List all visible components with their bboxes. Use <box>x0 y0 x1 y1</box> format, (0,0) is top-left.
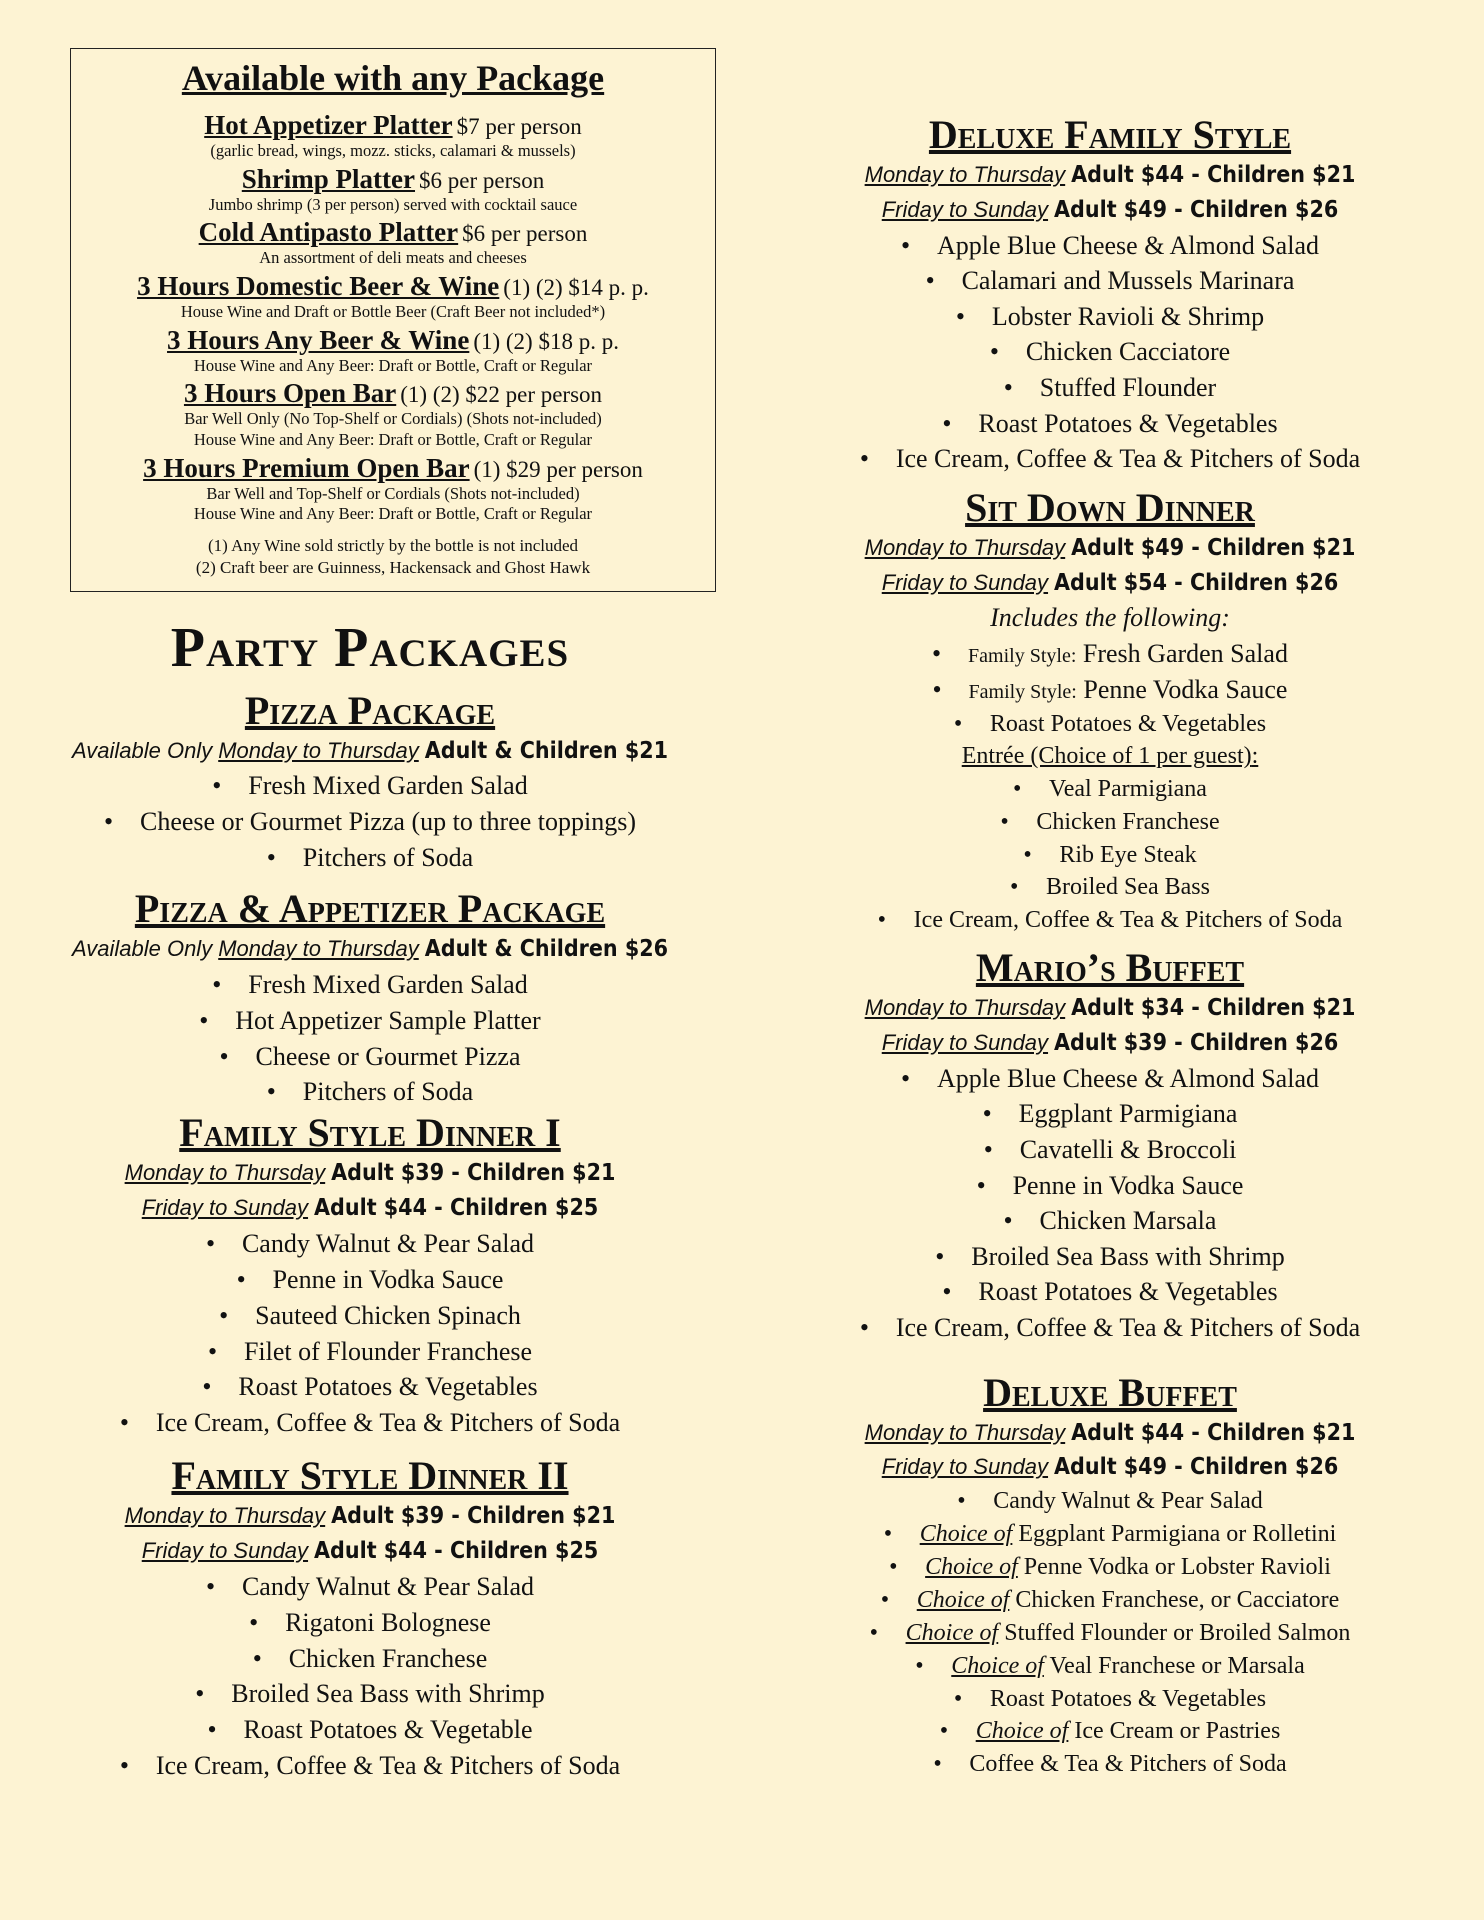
days-label: Monday to Thursday <box>124 1503 326 1529</box>
list-item: • Filet of Flounder Franchese <box>30 1334 710 1370</box>
choice-label: Choice of <box>951 1652 1044 1679</box>
item-note: Jumbo shrimp (3 per person) served with cocktail sauce <box>208 194 578 214</box>
item-name: 3 Hours Domestic Beer & Wine <box>137 271 500 302</box>
price-label: Adult & Children $21 <box>424 737 669 764</box>
bullet-icon: • <box>925 266 935 296</box>
price-line <box>800 193 1420 228</box>
list-item: • Choice of Eggplant Parmigiana or Rolletini <box>800 1518 1420 1551</box>
price-line <box>800 158 1420 193</box>
bullet-icon: • <box>1010 874 1019 901</box>
pizza-package <box>30 688 710 876</box>
item-note: House Wine and Any Beer: Draft or Bottle, Craft or Regular <box>193 429 593 449</box>
list-item: • Choice of Chicken Franchese, or Cacciatore <box>800 1584 1420 1617</box>
days-label: Friday to Sunday <box>881 569 1049 595</box>
list-item: • Pitchers of Soda <box>30 840 710 876</box>
list-item: • Roast Potatoes & Vegetables <box>800 1683 1420 1716</box>
bullet-icon: • <box>859 1313 869 1343</box>
price-line <box>800 566 1420 601</box>
bullet-icon: • <box>205 1228 216 1258</box>
days-label: Monday to Thursday <box>218 737 419 763</box>
section-title: Family Style Dinner II <box>171 1453 569 1499</box>
section-title: Mario’s Buffet <box>975 945 1245 991</box>
marios-buffet <box>800 945 1420 1345</box>
price-line <box>30 1499 710 1534</box>
list-item: • Apple Blue Cheese & Almond Salad <box>800 228 1420 264</box>
item-note: Bar Well Only (No Top-Shelf or Cordials) (Shots not-included) <box>184 409 602 429</box>
list-item: • Chicken Marsala <box>800 1203 1420 1239</box>
bullet-icon: • <box>989 337 999 367</box>
entree-label: Entrée (Choice of 1 per guest): <box>961 743 1259 770</box>
item-name: 3 Hours Open Bar <box>183 378 397 409</box>
list-item: • Veal Parmigiana <box>800 773 1420 806</box>
bullet-icon: • <box>953 1685 963 1712</box>
price-label: Adult $49 - Children $26 <box>1054 1454 1339 1481</box>
bullet-icon: • <box>119 1751 129 1781</box>
price-label: Adult $39 - Children $21 <box>331 1503 616 1530</box>
section-title: Sit Down Dinner <box>965 484 1255 530</box>
item-list <box>800 228 1420 477</box>
item-name: 3 Hours Premium Open Bar <box>143 452 470 483</box>
item-price: $6 per person <box>462 221 588 247</box>
days-label: Friday to Sunday <box>881 1029 1049 1055</box>
footnote: (2) Craft beer are Guinness, Hackensack and Ghost Hawk <box>195 557 591 577</box>
bullet-icon: • <box>880 1586 890 1613</box>
list-item: • Family Style: Fresh Garden Salad <box>932 639 1288 669</box>
item-note: House Wine and Draft or Bottle Beer (Craft Beer not included*) <box>180 302 606 322</box>
price-line <box>30 1191 710 1226</box>
section-title: Family Style Dinner I <box>179 1110 561 1156</box>
bullet-icon: • <box>939 1718 949 1745</box>
choice-label: Choice of <box>975 1718 1069 1745</box>
section-title: Deluxe Buffet <box>983 1369 1237 1415</box>
list-item: • Fresh Mixed Garden Salad <box>30 768 710 804</box>
item-name: 3 Hours Any Beer & Wine <box>167 324 470 355</box>
list-item: • Cavatelli & Broccoli <box>800 1132 1420 1168</box>
choice-label: Choice of <box>919 1521 1013 1548</box>
bullet-icon: • <box>199 1005 209 1035</box>
bullet-icon: • <box>212 969 222 999</box>
available-item <box>71 110 715 162</box>
list-item: • Roast Potatoes & Vegetables <box>800 406 1420 442</box>
list-item: • Roast Potatoes & Vegetables <box>800 1274 1420 1310</box>
footnote: (1) Any Wine sold strictly by the bottle is not included <box>207 535 579 555</box>
price-line <box>30 1534 710 1569</box>
includes-label: Includes the following: <box>990 603 1230 633</box>
item-list <box>30 768 710 876</box>
bullet-icon: • <box>1003 1206 1013 1236</box>
item-list <box>30 1226 710 1441</box>
bullet-icon: • <box>889 1554 898 1580</box>
item-price: (1) $29 per person <box>473 456 643 482</box>
price-line <box>30 932 710 967</box>
item-note: Bar Well and Top-Shelf or Cordials (Shots not-included) <box>206 483 580 503</box>
price-label: Adult $39 - Children $26 <box>1054 1029 1339 1056</box>
available-box <box>70 48 716 592</box>
family-style-dinner-2 <box>30 1453 710 1784</box>
list-item: • Hot Appetizer Sample Platter <box>30 1003 710 1039</box>
price-line <box>30 734 710 769</box>
days-label: Friday to Sunday <box>881 1454 1049 1480</box>
availability-note: Available Only <box>71 737 213 763</box>
section-title: Pizza & Appetizer Package <box>134 886 606 932</box>
bullet-icon: • <box>207 1336 218 1366</box>
list-item: • Candy Walnut & Pear Salad <box>30 1226 710 1262</box>
available-item <box>71 217 715 269</box>
bullet-icon: • <box>957 1488 966 1515</box>
available-title: Available with any Package <box>181 58 605 98</box>
list-item: • Chicken Franchese <box>800 806 1420 839</box>
bullet-icon: • <box>982 1099 992 1129</box>
list-item: • Broiled Sea Bass <box>800 871 1420 904</box>
available-item <box>71 453 715 525</box>
price-line <box>800 1450 1420 1485</box>
choice-label: Choice of <box>905 1619 999 1646</box>
available-items <box>71 110 715 525</box>
list-item: • Rigatoni Bolognese <box>30 1605 710 1641</box>
item-note: House Wine and Any Beer: Draft or Bottle, Craft or Regular <box>193 355 593 375</box>
price-label: Adult $34 - Children $21 <box>1071 995 1356 1022</box>
bullet-icon: • <box>1003 373 1013 403</box>
list-item: • Rib Eye Steak <box>800 839 1420 872</box>
days-label: Monday to Thursday <box>124 1160 326 1186</box>
available-item <box>71 271 715 323</box>
right-column <box>800 112 1420 1781</box>
list-item: • Roast Potatoes & Vegetable <box>30 1712 710 1748</box>
list-item: • Roast Potatoes & Vegetables <box>953 710 1267 737</box>
price-line <box>30 1156 710 1191</box>
bullet-icon: • <box>942 408 952 438</box>
list-item: • Coffee & Tea & Pitchers of Soda <box>800 1748 1420 1781</box>
item-list <box>800 1061 1420 1346</box>
list-item: • Cheese or Gourmet Pizza <box>30 1039 710 1075</box>
party-packages-title: Party Packages <box>170 617 570 679</box>
entree-list <box>800 773 1420 905</box>
bullet-icon: • <box>236 1264 246 1294</box>
availability-note: Available Only <box>71 936 213 962</box>
days-label: Friday to Sunday <box>141 1195 309 1221</box>
item-name: Hot Appetizer Platter <box>204 110 453 141</box>
bullet-icon: • <box>933 1751 942 1778</box>
choice-label: Choice of <box>925 1554 1018 1580</box>
item-price: $6 per person <box>419 167 545 193</box>
price-label: Adult $44 - Children $21 <box>1071 1419 1356 1446</box>
list-item: • Lobster Ravioli & Shrimp <box>800 299 1420 335</box>
days-label: Monday to Thursday <box>864 162 1066 187</box>
available-footnotes <box>71 535 715 579</box>
choice-label: Choice of <box>916 1586 1010 1613</box>
bullet-icon: • <box>249 1607 259 1637</box>
price-label: Adult $49 - Children $21 <box>1071 534 1356 561</box>
bullet-icon: • <box>207 1715 217 1745</box>
list-item: • Apple Blue Cheese & Almond Salad <box>800 1061 1420 1097</box>
price-label: Adult $49 - Children $26 <box>1054 196 1339 223</box>
bullet-icon: • <box>983 1135 993 1164</box>
days-label: Monday to Thursday <box>864 1419 1066 1445</box>
list-item: • Eggplant Parmigiana <box>800 1096 1420 1132</box>
item-price: $7 per person <box>456 114 582 140</box>
list-item: • Choice of Veal Franchese or Marsala <box>800 1650 1420 1683</box>
left-column <box>30 48 710 1784</box>
bullet-icon: • <box>212 771 222 801</box>
sit-down-dinner <box>800 485 1420 937</box>
days-label: Friday to Sunday <box>881 196 1049 222</box>
item-list <box>30 1569 710 1784</box>
item-note: An assortment of deli meats and cheeses <box>259 248 527 268</box>
list-item: • Choice of Ice Cream or Pastries <box>800 1715 1420 1748</box>
bullet-icon: • <box>205 1571 216 1601</box>
list-item: • Broiled Sea Bass with Shrimp <box>800 1239 1420 1275</box>
list-item: • Candy Walnut & Pear Salad <box>800 1485 1420 1518</box>
list-item: • Ice Cream, Coffee & Tea & Pitchers of Soda <box>800 441 1420 477</box>
dessert-list <box>800 904 1420 937</box>
bullet-icon: • <box>976 1170 986 1200</box>
bullet-icon: • <box>900 1063 911 1093</box>
days-label: Friday to Sunday <box>141 1537 309 1563</box>
family-style-list <box>800 636 1420 740</box>
list-item: • Candy Walnut & Pear Salad <box>30 1569 710 1605</box>
list-item: • Family Style: Penne Vodka Sauce <box>932 674 1288 704</box>
item-list <box>800 1485 1420 1781</box>
section-title: Deluxe Family Style <box>928 112 1292 157</box>
bullet-icon: • <box>219 1041 229 1071</box>
item-note: House Wine and Any Beer: Draft or Bottle, Craft or Regular <box>193 504 593 524</box>
bullet-icon: • <box>252 1643 262 1673</box>
days-label: Monday to Thursday <box>218 936 419 962</box>
item-price: (1) (2) $14 p. p. <box>503 275 649 301</box>
list-item: • Choice of Penne Vodka or Lobster Ravioli <box>800 1551 1420 1584</box>
bullet-icon: • <box>1000 808 1009 835</box>
bullet-icon: • <box>195 1679 205 1709</box>
bullet-icon: • <box>219 1300 229 1330</box>
price-line <box>800 531 1420 566</box>
available-item <box>71 164 715 216</box>
section-title: Pizza Package <box>244 687 496 733</box>
item-price: (1) (2) $18 p. p. <box>473 328 619 354</box>
list-item: • Chicken Franchese <box>30 1641 710 1677</box>
list-item: • Penne in Vodka Sauce <box>800 1168 1420 1204</box>
list-item: • Roast Potatoes & Vegetables <box>30 1369 710 1405</box>
available-item <box>71 378 715 450</box>
bullet-icon: • <box>883 1521 893 1548</box>
list-item: • Cheese or Gourmet Pizza (up to three toppings) <box>30 804 710 840</box>
bullet-icon: • <box>1013 775 1022 802</box>
list-item: • Ice Cream, Coffee & Tea & Pitchers of Soda <box>800 1310 1420 1346</box>
list-item: • Pitchers of Soda <box>30 1074 710 1110</box>
list-item: • Penne in Vodka Sauce <box>30 1262 710 1298</box>
bullet-icon: • <box>1023 841 1032 868</box>
days-label: Monday to Thursday <box>864 534 1066 560</box>
list-item: • Fresh Mixed Garden Salad <box>30 967 710 1003</box>
price-label: Adult $54 - Children $26 <box>1054 569 1339 596</box>
item-price: (1) (2) $22 per person <box>400 382 603 408</box>
bullet-icon: • <box>915 1652 924 1679</box>
days-label: Monday to Thursday <box>864 995 1066 1021</box>
price-line <box>800 991 1420 1026</box>
list-item: • Broiled Sea Bass with Shrimp <box>30 1676 710 1712</box>
item-name: Cold Antipasto Platter <box>198 217 459 248</box>
price-line <box>800 1026 1420 1061</box>
item-list <box>30 967 710 1111</box>
list-item: • Ice Cream, Coffee & Tea & Pitchers of Soda <box>877 907 1343 934</box>
bullet-icon: • <box>266 843 276 873</box>
bullet-icon: • <box>119 1408 129 1438</box>
bullet-icon: • <box>900 230 911 260</box>
list-item: • Calamari and Mussels Marinara <box>800 263 1420 299</box>
price-line <box>800 1416 1420 1451</box>
available-item <box>71 325 715 377</box>
deluxe-family-style <box>800 112 1420 477</box>
bullet-icon: • <box>859 444 869 474</box>
deluxe-buffet <box>800 1370 1420 1781</box>
pizza-appetizer-package <box>30 886 710 1110</box>
list-item: • Ice Cream, Coffee & Tea & Pitchers of Soda <box>30 1405 710 1441</box>
list-item: • Choice of Stuffed Flounder or Broiled Salmon <box>800 1617 1420 1650</box>
bullet-icon: • <box>942 1277 952 1307</box>
list-item: • Sauteed Chicken Spinach <box>30 1298 710 1334</box>
bullet-icon: • <box>935 1241 945 1271</box>
price-label: Adult $39 - Children $21 <box>331 1160 616 1187</box>
price-label: Adult $44 - Children $25 <box>314 1195 599 1222</box>
list-item: • Chicken Cacciatore <box>800 334 1420 370</box>
price-label: Adult $44 - Children $25 <box>314 1537 599 1564</box>
item-note: (garlic bread, wings, mozz. sticks, calamari & mussels) <box>210 141 576 161</box>
bullet-icon: • <box>266 1077 276 1107</box>
bullet-icon: • <box>202 1372 212 1402</box>
price-label: Adult $44 - Children $21 <box>1071 162 1356 188</box>
family-style-dinner-1 <box>30 1110 710 1441</box>
item-name: Shrimp Platter <box>241 163 416 194</box>
bullet-icon: • <box>869 1619 878 1646</box>
bullet-icon: • <box>103 807 114 837</box>
price-label: Adult & Children $26 <box>424 936 669 963</box>
list-item: • Stuffed Flounder <box>800 370 1420 406</box>
bullet-icon: • <box>955 301 965 331</box>
list-item: • Ice Cream, Coffee & Tea & Pitchers of Soda <box>30 1748 710 1784</box>
